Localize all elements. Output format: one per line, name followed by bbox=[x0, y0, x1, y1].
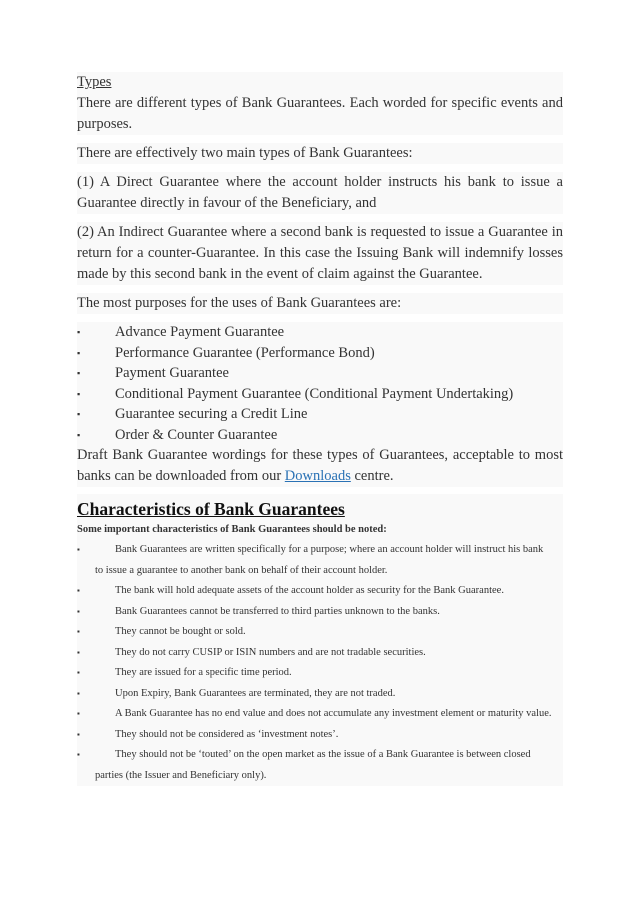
list-item: ▪ They should not be considered as ‘investment notes’. bbox=[77, 725, 563, 746]
list-item: ▪ Bank Guarantees are written specifically for a purpose; where an account holder will instruct his bank to issue a guarantee to another bank on behalf of their account holder. bbox=[77, 540, 563, 581]
bullet-icon: ▪ bbox=[77, 668, 80, 677]
list-item: ▪ The bank will hold adequate assets of the account holder as security for the Bank Guarantee. bbox=[77, 581, 563, 602]
intro-paragraph: There are different types of Bank Guarantees. Each worded for specific events and purposes. bbox=[77, 95, 563, 132]
draft-paragraph: Draft Bank Guarantee wordings for these types of Guarantees, acceptable to most banks can be downloaded from our Downloads centre. bbox=[77, 447, 563, 484]
bullet-icon: ▪ bbox=[77, 729, 80, 739]
purposes-list bbox=[77, 322, 563, 445]
list-item: ▪ Upon Expiry, Bank Guarantees are terminated, they are not traded. bbox=[77, 684, 563, 705]
list-item: ▪ They cannot be bought or sold. bbox=[77, 622, 563, 643]
types-section bbox=[77, 72, 563, 135]
bullet-icon: ▪ bbox=[77, 586, 80, 595]
bullet-icon: ▪ bbox=[77, 368, 81, 378]
list-item: ▪ Conditional Payment Guarantee (Conditional Payment Undertaking) bbox=[77, 384, 563, 405]
bullet-icon: ▪ bbox=[77, 429, 81, 440]
list-item: ▪ Advance Payment Guarantee bbox=[77, 322, 563, 343]
indirect-guarantee-paragraph: (2) An Indirect Guarantee where a second bank is requested to issue a Guarantee in return for a counter-Guarantee. In this case the Issuing Bank will indemnify losses made by this second bank in the event of claim against the Guarantee. bbox=[77, 224, 563, 282]
characteristics-intro: Some important characteristics of Bank Guarantees should be noted: bbox=[77, 524, 387, 535]
list-item: ▪ Bank Guarantees cannot be transferred to third parties unknown to the banks. bbox=[77, 602, 563, 623]
list-item: ▪ Guarantee securing a Credit Line bbox=[77, 404, 563, 425]
list-item: ▪ They should not be ‘touted’ on the open market as the issue of a Bank Guarantee is between closed parties (the Issuer and Beneficiary only). bbox=[77, 745, 563, 786]
types-heading: Types bbox=[77, 74, 112, 90]
list-item: ▪ A Bank Guarantee has no end value and does not accumulate any investment element or maturity value. bbox=[77, 704, 563, 725]
characteristics-title: Characteristics of Bank Guarantees bbox=[77, 499, 345, 519]
list-item: ▪ They are issued for a specific time period. bbox=[77, 663, 563, 684]
direct-guarantee-paragraph: (1) A Direct Guarantee where the account holder instructs his bank to issue a Guarantee directly in favour of the Beneficiary, and bbox=[77, 174, 563, 211]
bullet-icon: ▪ bbox=[77, 627, 80, 636]
bullet-icon: ▪ bbox=[77, 388, 81, 399]
document-page bbox=[77, 72, 563, 786]
bullet-icon: ▪ bbox=[77, 750, 80, 759]
list-item: ▪ Payment Guarantee bbox=[77, 363, 563, 384]
bullet-icon: ▪ bbox=[77, 709, 80, 718]
two-types-paragraph: There are effectively two main types of Bank Guarantees: bbox=[77, 145, 413, 161]
bullet-icon: ▪ bbox=[77, 545, 80, 554]
list-item: ▪ They do not carry CUSIP or ISIN numbers and are not tradable securities. bbox=[77, 643, 563, 664]
bullet-icon: ▪ bbox=[77, 688, 80, 698]
characteristics-section bbox=[77, 494, 563, 786]
bullet-icon: ▪ bbox=[77, 409, 81, 419]
bullet-icon: ▪ bbox=[77, 347, 81, 358]
list-item: ▪ Performance Guarantee (Performance Bond) bbox=[77, 343, 563, 364]
purposes-paragraph: The most purposes for the uses of Bank Guarantees are: bbox=[77, 295, 402, 311]
downloads-link[interactable]: Downloads bbox=[284, 468, 351, 484]
bullet-icon: ▪ bbox=[77, 327, 81, 337]
bullet-icon: ▪ bbox=[77, 647, 80, 657]
bullet-icon: ▪ bbox=[77, 606, 80, 616]
purposes-list-section bbox=[77, 322, 563, 487]
characteristics-list bbox=[77, 540, 563, 786]
list-item: ▪ Order & Counter Guarantee bbox=[77, 425, 563, 446]
